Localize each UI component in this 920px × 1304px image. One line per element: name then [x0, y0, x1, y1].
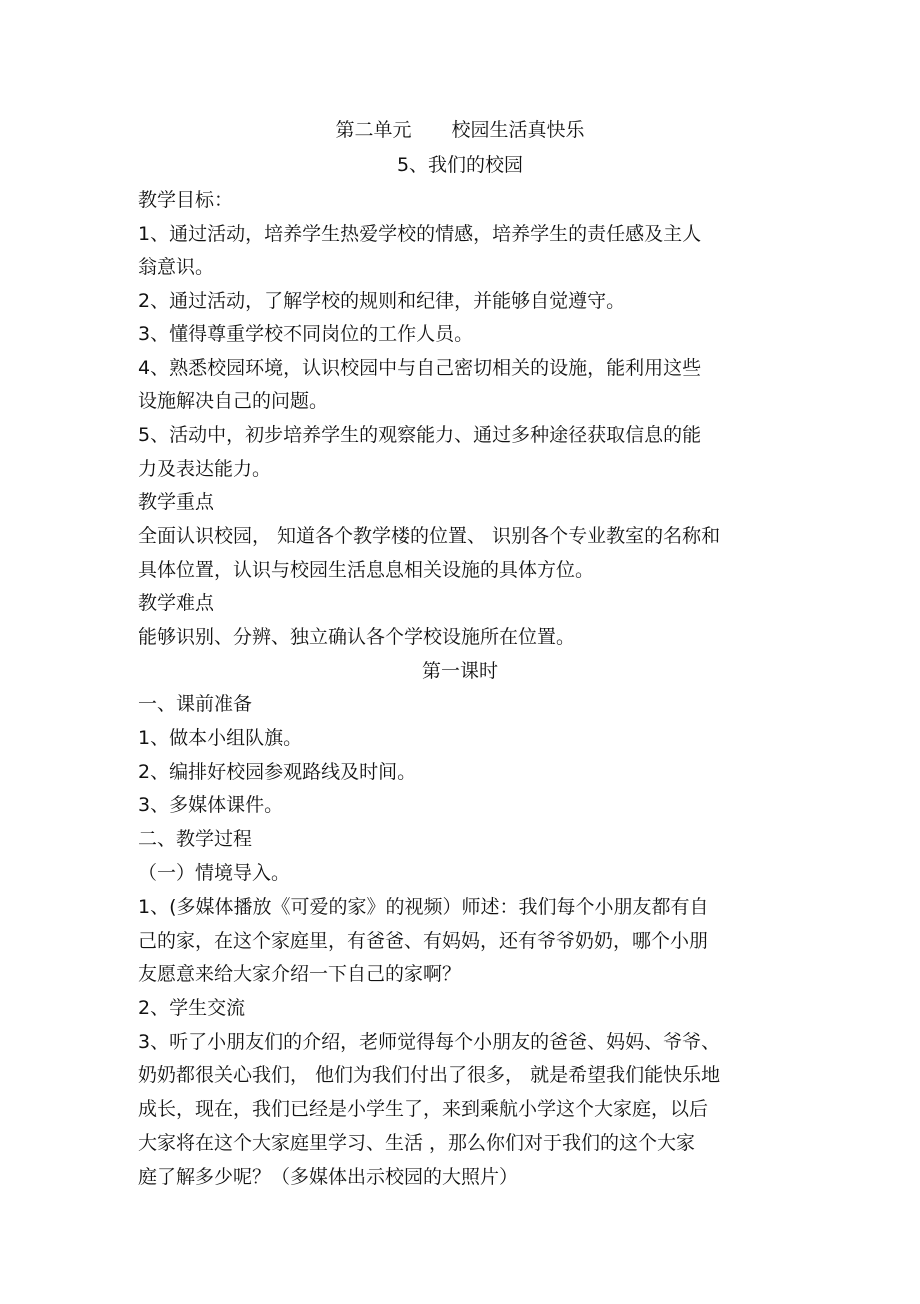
body-line: 2、学生交流	[138, 997, 246, 1019]
prep-heading: 一、课前准备	[138, 693, 253, 715]
objective-line: 力及表达能力。	[138, 458, 272, 480]
body-line: 大家将在这个大家庭里学习、生活 ，那么你们对于我们的这个大家	[138, 1132, 696, 1154]
objective-line: 3、懂得尊重学校不同岗位的工作人员。	[138, 323, 474, 345]
lesson-title: 5、我们的校园	[396, 154, 524, 176]
key-point-line: 全面认识校园， 知道各个教学楼的位置、 识别各个专业教室的名称和	[138, 525, 721, 547]
unit-number: 第二单元	[335, 119, 412, 141]
body-line: 庭了解多少呢？（多媒体出示校园的大照片）	[138, 1166, 519, 1188]
key-points-heading: 教学重点	[138, 491, 215, 513]
objective-line: 翁意识。	[138, 256, 215, 278]
prep-item: 2、编排好校园参观路线及时间。	[138, 761, 417, 783]
unit-title: 校园生活真快乐	[451, 119, 585, 141]
prep-item: 1、做本小组队旗。	[138, 727, 303, 749]
difficulty-line: 能够识别、分辨、独立确认各个学校设施所在位置。	[138, 626, 576, 648]
objective-line: 设施解决自己的问题。	[138, 390, 329, 412]
objective-line: 4、熟悉校园环境，认识校园中与自己密切相关的设施，能利用这些	[138, 357, 702, 379]
body-line: 1、(多媒体播放《可爱的家》的视频）师述：我们每个小朋友都有自	[138, 896, 709, 918]
lesson1-title: 第一课时	[421, 660, 498, 682]
body-line: 成长，现在，我们已经是小学生了，来到乘航小学这个大家庭，以后	[138, 1098, 709, 1120]
process-heading: 二、教学过程	[138, 828, 253, 850]
difficulties-heading: 教学难点	[138, 592, 215, 614]
objective-line: 5、活动中，初步培养学生的观察能力、通过多种途径获取信息的能	[138, 424, 702, 446]
body-line: 己的家，在这个家庭里，有爸爸、有妈妈，还有爷爷奶奶，哪个小朋	[138, 930, 709, 952]
body-line: 友愿意来给大家介绍一下自己的家啊？	[138, 963, 462, 985]
body-line: 3、听了小朋友们的介绍，老师觉得每个小朋友的爸爸、妈妈、爷爷、	[138, 1031, 721, 1053]
key-point-line: 具体位置，认识与校园生活息息相关设施的具体方位。	[138, 559, 595, 581]
unit-heading	[0, 118, 920, 142]
objectives-heading: 教学目标：	[138, 189, 234, 211]
section1-heading: （一）情境导入。	[138, 862, 291, 884]
body-line: 奶奶都很关心我们， 他们为我们付出了很多， 就是希望我们能快乐地	[138, 1064, 721, 1086]
objective-line: 1、通过活动，培养学生热爱学校的情感，培养学生的责任感及主人	[138, 223, 702, 245]
objective-line: 2、通过活动，了解学校的规则和纪律，并能够自觉遵守。	[138, 290, 626, 312]
prep-item: 3、多媒体课件。	[138, 794, 284, 816]
